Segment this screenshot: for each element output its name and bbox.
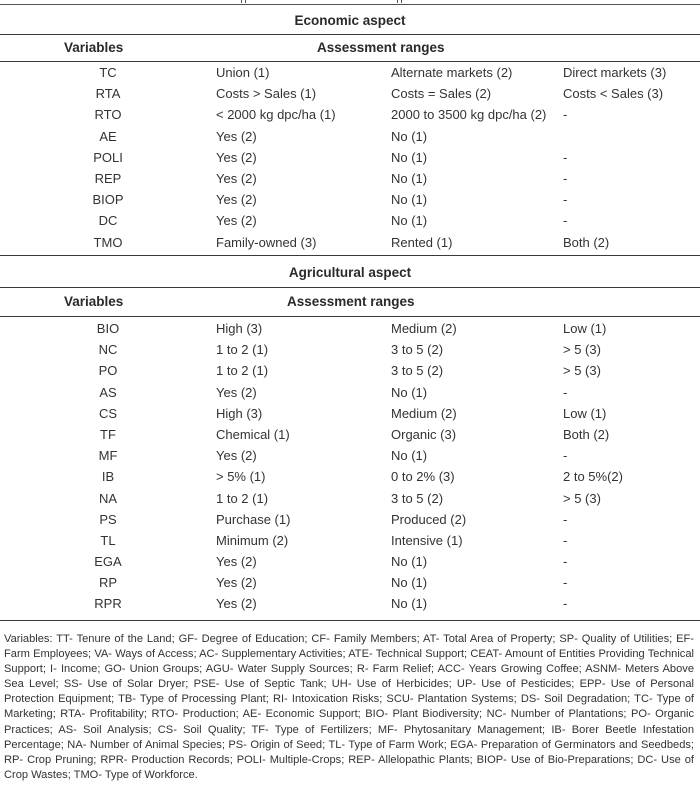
range-cell-1: Yes (2) [216, 596, 257, 612]
table-row [0, 126, 700, 147]
range-cell-1: Yes (2) [216, 554, 257, 570]
agricultural-top-rule [0, 287, 700, 288]
range-cell-2: 3 to 5 (2) [391, 342, 444, 358]
range-cell-3: - [563, 213, 568, 229]
range-cell-3: Low (1) [563, 405, 607, 421]
range-cell-2: 2000 to 3500 kg dpc/ha (2) [391, 107, 547, 123]
range-cell-2: Intensive (1) [391, 532, 463, 548]
table-row [0, 488, 700, 509]
range-cell-1: Chemical (1) [216, 426, 290, 442]
footnote: Variables: TT- Tenure of the Land; GF- Degree of Education; CF- Family Members; AT- Total Area of Property; SP- Quality of Utilities; EF- Farm Employees; VA- Ways of Access; AC- Supplementary Activities; ATE- Technical Support; CEAT- Amount of Entities Providing Technical Support; I- Income; GO- Union Groups; AGU- Water Supply Sources; R- Farm Relief; ACC- Years Growing Coffee; ASNM- Meters Above Sea Level; SS- Use of Solar Dryer; PSE- Use of Septic Tank; UH- Use of Herbicides; UP- Use of Pesticides; EPP- Use of Personal Protection Equipment; TB- Type of Processing Plant; RI- Intoxication Risks; SCU- Plantation Systems; DS- Soil Degradation; TC- Type of Marketing; RTA- Profitability; RTO- Production; AE- Economic Support; BIO- Plant Biodiversity; NC- Number of Plantations; PO- Organic Practices; AS- Soil Analysis; CS- Soil Quality; TF- Type of Fertilizers; MF- Phytosanitary Management; IB- Borer Beetle Infestation Percentage; NA- Number of Animal Species; PS- Origin of Seed; TL- Type of Farm Work; EGA- Preparation of Germinators and Seedbeds; RP- Crop Pruning; RPR- Production Records; POLI- Multiple-Crops; REP- Allelopathic Plants; BIOP- Use of Bio-Preparations; DC- Use of Crop Wastes; TMO- Type of Workforce. [4, 633, 694, 781]
table-row [0, 104, 700, 125]
variable-cell: TF [100, 426, 116, 442]
variable-cell: POLI [93, 149, 123, 165]
range-cell-3: > 5 (3) [563, 490, 601, 506]
range-cell-3: Costs < Sales (3) [563, 86, 664, 102]
range-cell-2: Organic (3) [391, 426, 457, 442]
variable-cell: DC [98, 213, 118, 229]
range-cell-2: Alternate markets (2) [391, 65, 513, 80]
variable-cell: TMO [93, 234, 123, 250]
range-cell-2: Produced (2) [391, 511, 467, 527]
economic-variables-header: Variables [64, 40, 124, 55]
range-cell-2: No (1) [391, 170, 428, 186]
range-cell-1: Minimum (2) [216, 532, 289, 548]
variable-cell: MF [98, 448, 118, 464]
paren-fragment [397, 0, 402, 3]
variable-cell: IB [101, 469, 115, 485]
range-cell-2: 0 to 2% (3) [391, 469, 455, 485]
range-cell-1: High (3) [216, 405, 263, 421]
range-cell-1: Yes (2) [216, 448, 257, 464]
range-cell-3: 2 to 5%(2) [563, 469, 623, 485]
variable-cell: REP [94, 170, 122, 186]
variable-cell: BIO [96, 321, 120, 336]
range-cell-1: Union (1) [216, 65, 270, 80]
economic-section-title: Economic aspect [294, 13, 406, 28]
range-cell-2: No (1) [391, 192, 428, 208]
table-row [0, 210, 700, 231]
range-cell-1: Yes (2) [216, 575, 257, 591]
range-cell-3: - [563, 384, 568, 400]
variable-cell: AE [99, 128, 117, 144]
range-cell-2: Costs = Sales (2) [391, 86, 492, 102]
table-row [0, 509, 700, 530]
range-cell-2: No (1) [391, 384, 428, 400]
table-row [0, 62, 700, 83]
range-cell-1: Yes (2) [216, 213, 257, 229]
range-cell-1: Yes (2) [216, 149, 257, 165]
table-row [0, 593, 700, 614]
range-cell-3: Low (1) [563, 321, 607, 336]
variable-cell: RTA [95, 86, 121, 102]
range-cell-3: - [563, 107, 568, 123]
table-row [0, 339, 700, 360]
agricultural-bottom-rule [0, 620, 700, 621]
range-cell-2: No (1) [391, 596, 428, 612]
economic-bottom-rule [0, 255, 700, 256]
range-cell-3: > 5 (3) [563, 342, 601, 358]
variable-cell: RPR [94, 596, 122, 612]
variable-cell: RTO [94, 107, 122, 123]
agricultural-section-title: Agricultural aspect [288, 265, 412, 280]
variable-cell: NA [98, 490, 118, 506]
table-row [0, 551, 700, 572]
paren-fragment [241, 0, 246, 3]
range-cell-2: Rented (1) [391, 234, 453, 250]
table-row [0, 189, 700, 210]
agricultural-header-rule [0, 316, 700, 317]
table-row [0, 318, 700, 339]
agricultural-ranges-header: Assessment ranges [287, 294, 415, 309]
variable-cell: BIOP [92, 192, 124, 208]
range-cell-3: - [563, 192, 568, 208]
range-cell-2: No (1) [391, 149, 428, 165]
variable-cell: RP [98, 575, 118, 591]
table-row [0, 382, 700, 403]
range-cell-2: No (1) [391, 213, 428, 229]
previous-section-edge [0, 0, 700, 6]
variable-cell: NC [98, 342, 118, 358]
variable-cell: TL [100, 532, 116, 548]
table-row [0, 403, 700, 424]
variable-cell: PS [99, 511, 117, 527]
range-cell-1: Family-owned (3) [216, 234, 317, 250]
economic-ranges-header: Assessment ranges [317, 40, 445, 55]
table-row [0, 232, 700, 253]
agricultural-variables-header: Variables [64, 294, 124, 309]
range-cell-3: - [563, 170, 568, 186]
range-cell-3: - [563, 149, 568, 165]
table-row [0, 572, 700, 593]
economic-top-rule [0, 34, 700, 35]
table-row [0, 466, 700, 487]
range-cell-3: - [563, 554, 568, 570]
agricultural-table-body [0, 318, 700, 615]
range-cell-2: No (1) [391, 575, 428, 591]
range-cell-1: Purchase (1) [216, 511, 291, 527]
range-cell-3: - [563, 511, 568, 527]
range-cell-3: Both (2) [563, 234, 610, 250]
variable-cell: TC [99, 65, 117, 80]
range-cell-3: > 5 (3) [563, 363, 601, 379]
range-cell-1: High (3) [216, 321, 263, 336]
table-row [0, 147, 700, 168]
variable-cell: CS [98, 405, 118, 421]
variable-cell: EGA [94, 554, 122, 570]
range-cell-3: - [563, 596, 568, 612]
range-cell-1: < 2000 kg dpc/ha (1) [216, 107, 336, 123]
table-row [0, 530, 700, 551]
top-rule [0, 4, 700, 5]
range-cell-1: Yes (2) [216, 128, 257, 144]
table-row [0, 168, 700, 189]
range-cell-3: - [563, 448, 568, 464]
range-cell-1: Costs > Sales (1) [216, 86, 317, 102]
table-row [0, 424, 700, 445]
range-cell-1: Yes (2) [216, 170, 257, 186]
range-cell-2: Medium (2) [391, 321, 457, 336]
table-row [0, 445, 700, 466]
range-cell-3: Both (2) [563, 426, 610, 442]
range-cell-1: Yes (2) [216, 384, 257, 400]
range-cell-1: Yes (2) [216, 192, 257, 208]
table-row [0, 360, 700, 381]
range-cell-2: 3 to 5 (2) [391, 490, 444, 506]
range-cell-2: No (1) [391, 448, 428, 464]
table-row [0, 83, 700, 104]
range-cell-3: Direct markets (3) [563, 65, 667, 80]
economic-table-body [0, 62, 700, 253]
range-cell-3: - [563, 575, 568, 591]
range-cell-2: 3 to 5 (2) [391, 363, 444, 379]
range-cell-1: > 5% (1) [216, 469, 266, 485]
range-cell-2: No (1) [391, 554, 428, 570]
range-cell-1: 1 to 2 (1) [216, 363, 269, 379]
range-cell-2: No (1) [391, 128, 428, 144]
variable-cell: AS [99, 384, 117, 400]
range-cell-1: 1 to 2 (1) [216, 342, 269, 358]
range-cell-2: Medium (2) [391, 405, 457, 421]
variable-cell: PO [98, 363, 118, 379]
range-cell-3: - [563, 532, 568, 548]
range-cell-1: 1 to 2 (1) [216, 490, 269, 506]
